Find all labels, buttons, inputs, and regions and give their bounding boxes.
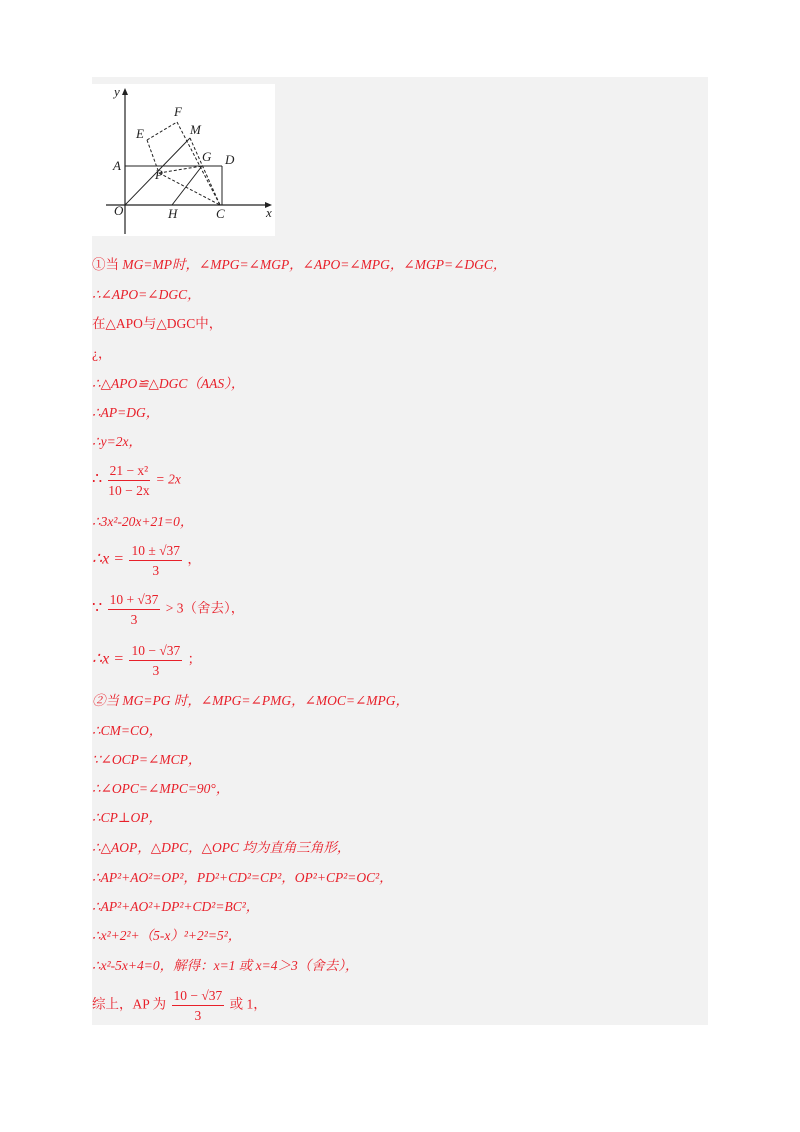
- solution-line-15: [92, 751, 201, 769]
- fraction-numerator: 21 − x²: [108, 462, 151, 481]
- label-M: M: [190, 122, 201, 137]
- line-text: ②当 MG=PG 时，∠MPG=∠PMG，∠MOC=∠MPG，: [92, 693, 410, 708]
- fraction-denominator: 3: [152, 563, 160, 578]
- coordinate-diagram: [92, 84, 275, 236]
- line-text: MG=MP时，∠MPG=∠MGP，∠APO=∠MPG，∠MGP=∠DGC，: [122, 257, 507, 272]
- solution-line-1: [92, 256, 506, 274]
- line-text: ∴△AOP，△DPC，△OPC 均为直角三角形，: [92, 840, 351, 855]
- solution-line-20: [92, 898, 259, 916]
- fraction-denominator: 3: [130, 612, 138, 627]
- line-text: ∴CM=CO，: [92, 723, 163, 738]
- line-text: ∴3x²-20x+21=0，: [92, 514, 194, 529]
- solution-line-3: [92, 315, 222, 333]
- line-text: ∴AP²+AO²+DP²+CD²=BC²，: [92, 899, 260, 914]
- fraction: [108, 462, 151, 499]
- solution-line-2: [92, 286, 201, 304]
- line-text: ∴CP⊥OP，: [92, 810, 163, 825]
- line-suffix: ；: [187, 651, 202, 667]
- line-prefix: ∴: [92, 470, 103, 488]
- line-text: ∴AP²+AO²=OP²，PD²+CD²=CP²，OP²+CP²=OC²，: [92, 870, 393, 885]
- fraction-numerator: 10 ± √37: [129, 542, 182, 561]
- fraction-numerator: 10 − √37: [129, 642, 182, 661]
- fraction: [129, 642, 182, 679]
- line-suffix: ，: [187, 551, 201, 567]
- fraction: [129, 542, 182, 579]
- label-y: y: [114, 84, 120, 99]
- solution-line-11: [92, 591, 244, 628]
- line-prefix: ∵: [92, 599, 103, 617]
- label-D: D: [225, 152, 235, 167]
- line-text: ①当: [92, 257, 123, 272]
- label-A: A: [113, 158, 121, 173]
- label-O: O: [114, 203, 124, 218]
- line-suffix: > 3（舍去），: [165, 600, 245, 616]
- solution-line-12: [92, 642, 201, 679]
- fraction-numerator: 10 + √37: [108, 591, 161, 610]
- label-H: H: [168, 206, 178, 221]
- solution-line-8: [92, 462, 181, 499]
- solution-line-21: [92, 927, 241, 945]
- solution-line-16: [92, 780, 229, 798]
- fraction-denominator: 3: [194, 1008, 202, 1023]
- line-text: ¿，: [92, 346, 112, 361]
- fraction-denominator: 10 − 2x: [108, 483, 150, 498]
- solution-line-23: [92, 987, 267, 1024]
- fraction: [108, 591, 161, 628]
- fraction: [172, 987, 225, 1024]
- label-x: x: [266, 205, 272, 220]
- fraction-denominator: 3: [152, 663, 160, 678]
- label-C: C: [216, 206, 225, 221]
- solution-line-7: [92, 433, 142, 451]
- line-text: ∴∠OPC=∠MPC=90°，: [92, 781, 230, 796]
- line-text: ∵∠OCP=∠MCP，: [92, 752, 202, 767]
- line-text: 在△APO与△DGC中，: [92, 316, 223, 331]
- line-prefix: 综上，AP 为: [92, 996, 167, 1012]
- line-text: ∴y=2x，: [92, 434, 142, 449]
- line-text: ∴x²-5x+4=0，解得：x=1 或 x=4＞3（舍去），: [92, 958, 359, 973]
- label-E: E: [136, 126, 144, 141]
- label-F: F: [174, 104, 182, 119]
- line-text: ∴△APO≌△DGC（AAS），: [92, 376, 245, 391]
- solution-line-5: [92, 375, 244, 393]
- label-G: G: [202, 149, 212, 164]
- solution-line-19: [92, 869, 393, 887]
- line-suffix: 或 1，: [229, 996, 267, 1012]
- line-suffix: = 2x: [155, 471, 181, 487]
- solution-line-22: [92, 957, 359, 975]
- solution-line-17: [92, 809, 162, 827]
- fraction-numerator: 10 − √37: [172, 987, 225, 1006]
- line-text: ∴AP=DG，: [92, 405, 160, 420]
- line-prefix: ∴x =: [92, 650, 125, 668]
- solution-line-4: [92, 345, 112, 363]
- geometry-figure: [92, 84, 275, 236]
- solution-line-18: [92, 839, 350, 857]
- solution-line-10: [92, 542, 201, 579]
- solution-line-13: [92, 692, 409, 710]
- line-prefix: ∴x =: [92, 550, 125, 568]
- solution-line-14: [92, 722, 162, 740]
- line-text: ∴x²+2²+（5-x）²+2²=5²，: [92, 928, 242, 943]
- label-P: P: [155, 167, 163, 182]
- solution-line-9: [92, 513, 193, 531]
- solution-line-6: [92, 404, 159, 422]
- line-text: ∴∠APO=∠DGC，: [92, 287, 201, 302]
